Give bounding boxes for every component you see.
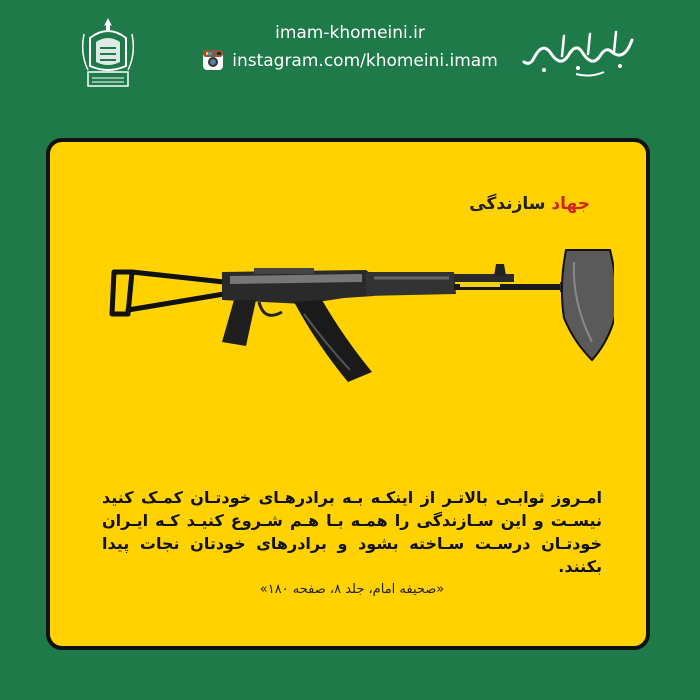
quote-text: امـروز ثوابـی بالاتـر از اینکـه بـه برادرهـای خودتـان کمـک کنید نیسـت و این سـازندگی را همـه بـا هـم شـروع کنیـد کـه ایـران خودتـان درسـت سـاخته بشود و برادرهای خودتان نجات پیدا بکنند. [102,488,602,576]
portal-logo [520,22,640,82]
header [0,0,700,120]
instagram-icon [202,49,224,71]
instagram-link-text: instagram.com/khomeini.imam [232,51,498,71]
tag-construction: سازندگی [469,194,546,214]
topic-tag [469,194,590,214]
instagram-link[interactable] [200,48,500,74]
quote-source: «صحیفه امام، جلد ۸، صفحه ۱۸۰» [259,582,445,597]
header-links [200,20,500,74]
institute-emblem-icon [78,14,138,96]
tag-jihad: جهاد [551,194,590,214]
quote-card [46,138,650,650]
site-link[interactable]: imam-khomeini.ir [275,23,425,43]
rifle-shovel-illustration [104,242,614,392]
